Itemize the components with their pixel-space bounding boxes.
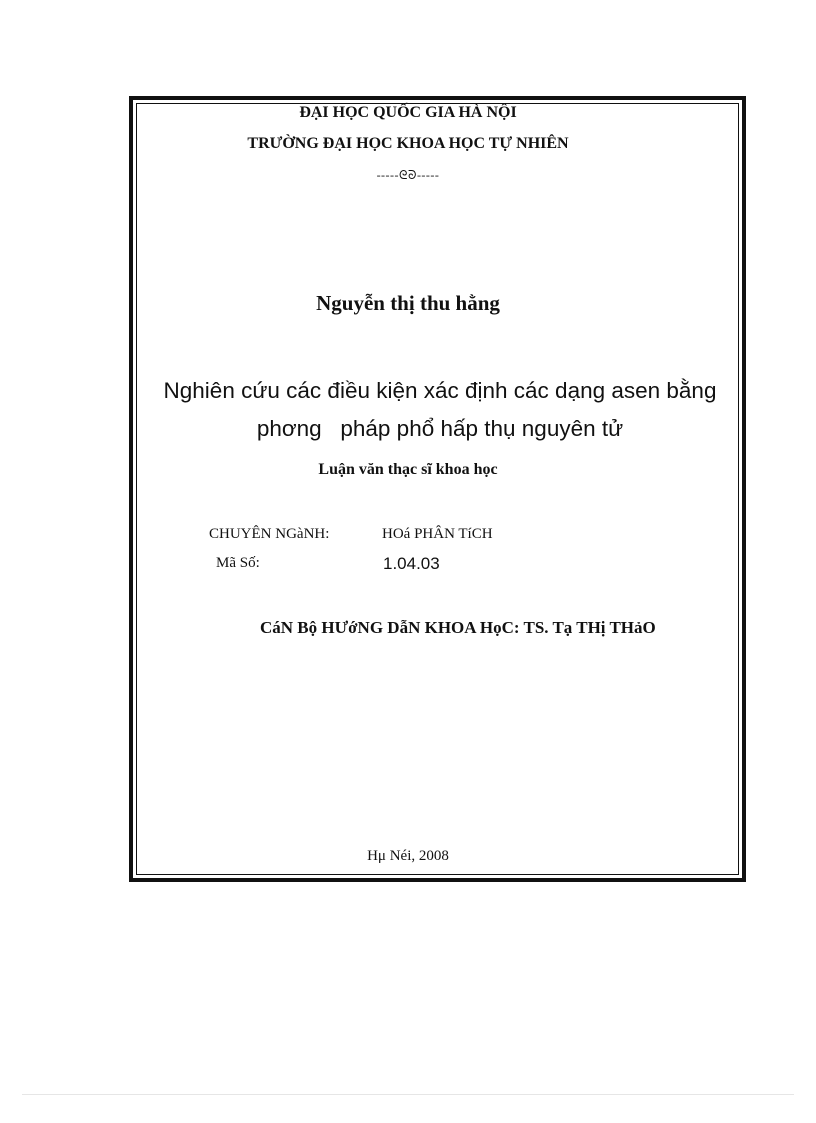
place-date: Hμ Néi, 2008	[367, 848, 449, 864]
title-page-inner-border	[136, 103, 739, 875]
major-label: CHUYÊN NGàNH:	[209, 526, 330, 542]
page-bottom-rule	[22, 1094, 794, 1095]
major-value: HOá PHÂN TíCH	[382, 526, 493, 542]
code-label: Mã Số:	[216, 555, 260, 571]
thesis-title-line-1: Nghiên cứu các điều kiện xác định các dạng asen bằng	[163, 378, 717, 403]
school-name: TRƯỜNG ĐẠI HỌC KHOA HỌC TỰ NHIÊN	[247, 135, 569, 152]
thesis-subtitle: Luận văn thạc sĩ khoa học	[318, 461, 498, 478]
code-value: 1.04.03	[383, 554, 440, 573]
university-name: ĐẠI HỌC QUỐC GIA HÀ NỘI	[299, 104, 517, 121]
thesis-title-line-2: phơng pháp phổ hấp thụ nguyên tử	[256, 416, 624, 441]
advisor-line: CáN Bộ HƯớNG DẫN KHOA HọC: TS. Tạ THị THảO	[260, 618, 656, 637]
author-name: Nguyễn thị thu hằng	[316, 291, 500, 315]
ornament-divider: -----ᘓᘐ-----	[376, 168, 440, 182]
title-page-border	[129, 96, 746, 882]
